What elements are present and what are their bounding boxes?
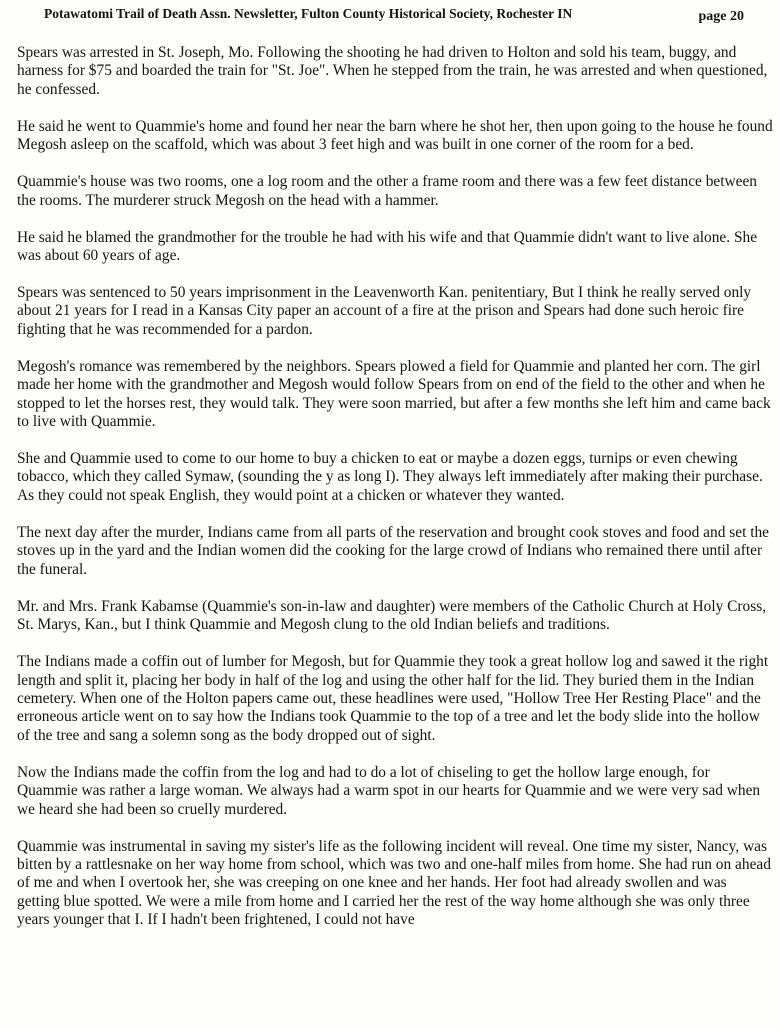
paragraph-visits: She and Quammie used to come to our home to buy a chicken to eat or maybe a dozen eggs, turnips or even chewing tobacco, which they called Symaw, (sounding the y as long I). They always left immediately after making their purchase. As they could not speak English, they would point at a chicken or whatever they wanted. — [17, 450, 763, 504]
newsletter-title: Potawatomi Trail of Death Assn. Newsletter, Fulton County Historical Society, Rochester IN — [44, 6, 573, 21]
paragraph-motive: He said he blamed the grandmother for the trouble he had with his wife and that Quammie didn't want to live alone. She was about 60 years of age. — [17, 228, 758, 265]
paragraph-romance: Megosh's romance was remembered by the neighbors. Spears plowed a field for Quammie and planted her corn. The girl made her home with the grandmother and Megosh would follow Spears from on end of the field to the other and when he stopped to let the horses rest, they would talk. They were soon married, but after a few months she left him and came back to live with Quammie. — [17, 357, 771, 431]
paragraph-house: Quammie's house was two rooms, one a log room and the other a frame room and there was a few feet distance between the rooms. The murderer struck Megosh on the head with a hammer. — [17, 173, 757, 209]
paragraph-burial: The Indians made a coffin out of lumber for Megosh, but for Quammie they took a great hollow log and sawed it the right length and split it, placing her body in half of the log and using the other half for the lid. They buried them in the Indian cemetery. When one of the Holton papers came out, these headlines were used, "Hollow Tree Her Resting Place" and the erroneous article went on to say how the Indians took Quammie to the top of a tree and let the body slide into the hollow of the tree and sang a solemn song as the body dropped out of sight. — [17, 653, 769, 744]
paragraph-sentence: Spears was sentenced to 50 years imprisonment in the Leavenworth Kan. penitentiary, But I think he really served only about 21 years for I read in a Kansas City paper an account of a fire at the prison and Spears had done such heroic fire fighting that he was recommended for a pardon. — [17, 284, 752, 338]
paragraph-arrest: Spears was arrested in St. Joseph, Mo. Following the shooting he had driven to Holton and sold his team, buggy, and harness for $75 and boarded the train for "St. Joe". When he stepped from the train, he was arrested and when questioned, he confessed. — [17, 44, 768, 98]
paragraph-rattlesnake: Quammie was instrumental in saving my sister's life as the following incident will reveal. One time my sister, Nancy, was bitten by a rattlesnake on her way home from school, which was two and one-half miles from home. She had run on ahead of me and when I overtook her, she was creeping on one knee and her hands. Her foot had already swollen and was getting blue spotted. We were a mile from home and I carried her the rest of the way home although she was only three years younger that I. If I hadn't been frightened, I could not have — [17, 837, 771, 929]
page-number: page 20 — [698, 9, 744, 24]
paragraph-church: Mr. and Mrs. Frank Kabamse (Quammie's son-in-law and daughter) were members of the Catholic Church at Holy Cross, St. Marys, Kan., but I think Quammie and Megosh clung to the old Indian beliefs and traditions. — [17, 597, 767, 634]
article-body — [17, 44, 773, 948]
paragraph-confession: He said he went to Quammie's home and found her near the barn where he shot her, then upon going to the house he found Megosh asleep on the scaffold, which was about 3 feet high and was built in one corner of the room for a bed. — [17, 117, 773, 154]
paragraph-gathering: The next day after the murder, Indians came from all parts of the reservation and brought cook stoves and food and set the stoves up in the yard and the Indian women did the cooking for the large crowd of Indians who remained there until after the funeral. — [17, 523, 769, 578]
paragraph-coffin: Now the Indians made the coffin from the log and had to do a lot of chiseling to get the hollow large enough, for Quammie was rather a large woman. We always had a warm spot in our hearts for Quammie and we were very sad when we heard she had been so cruelly murdered. — [17, 763, 761, 818]
